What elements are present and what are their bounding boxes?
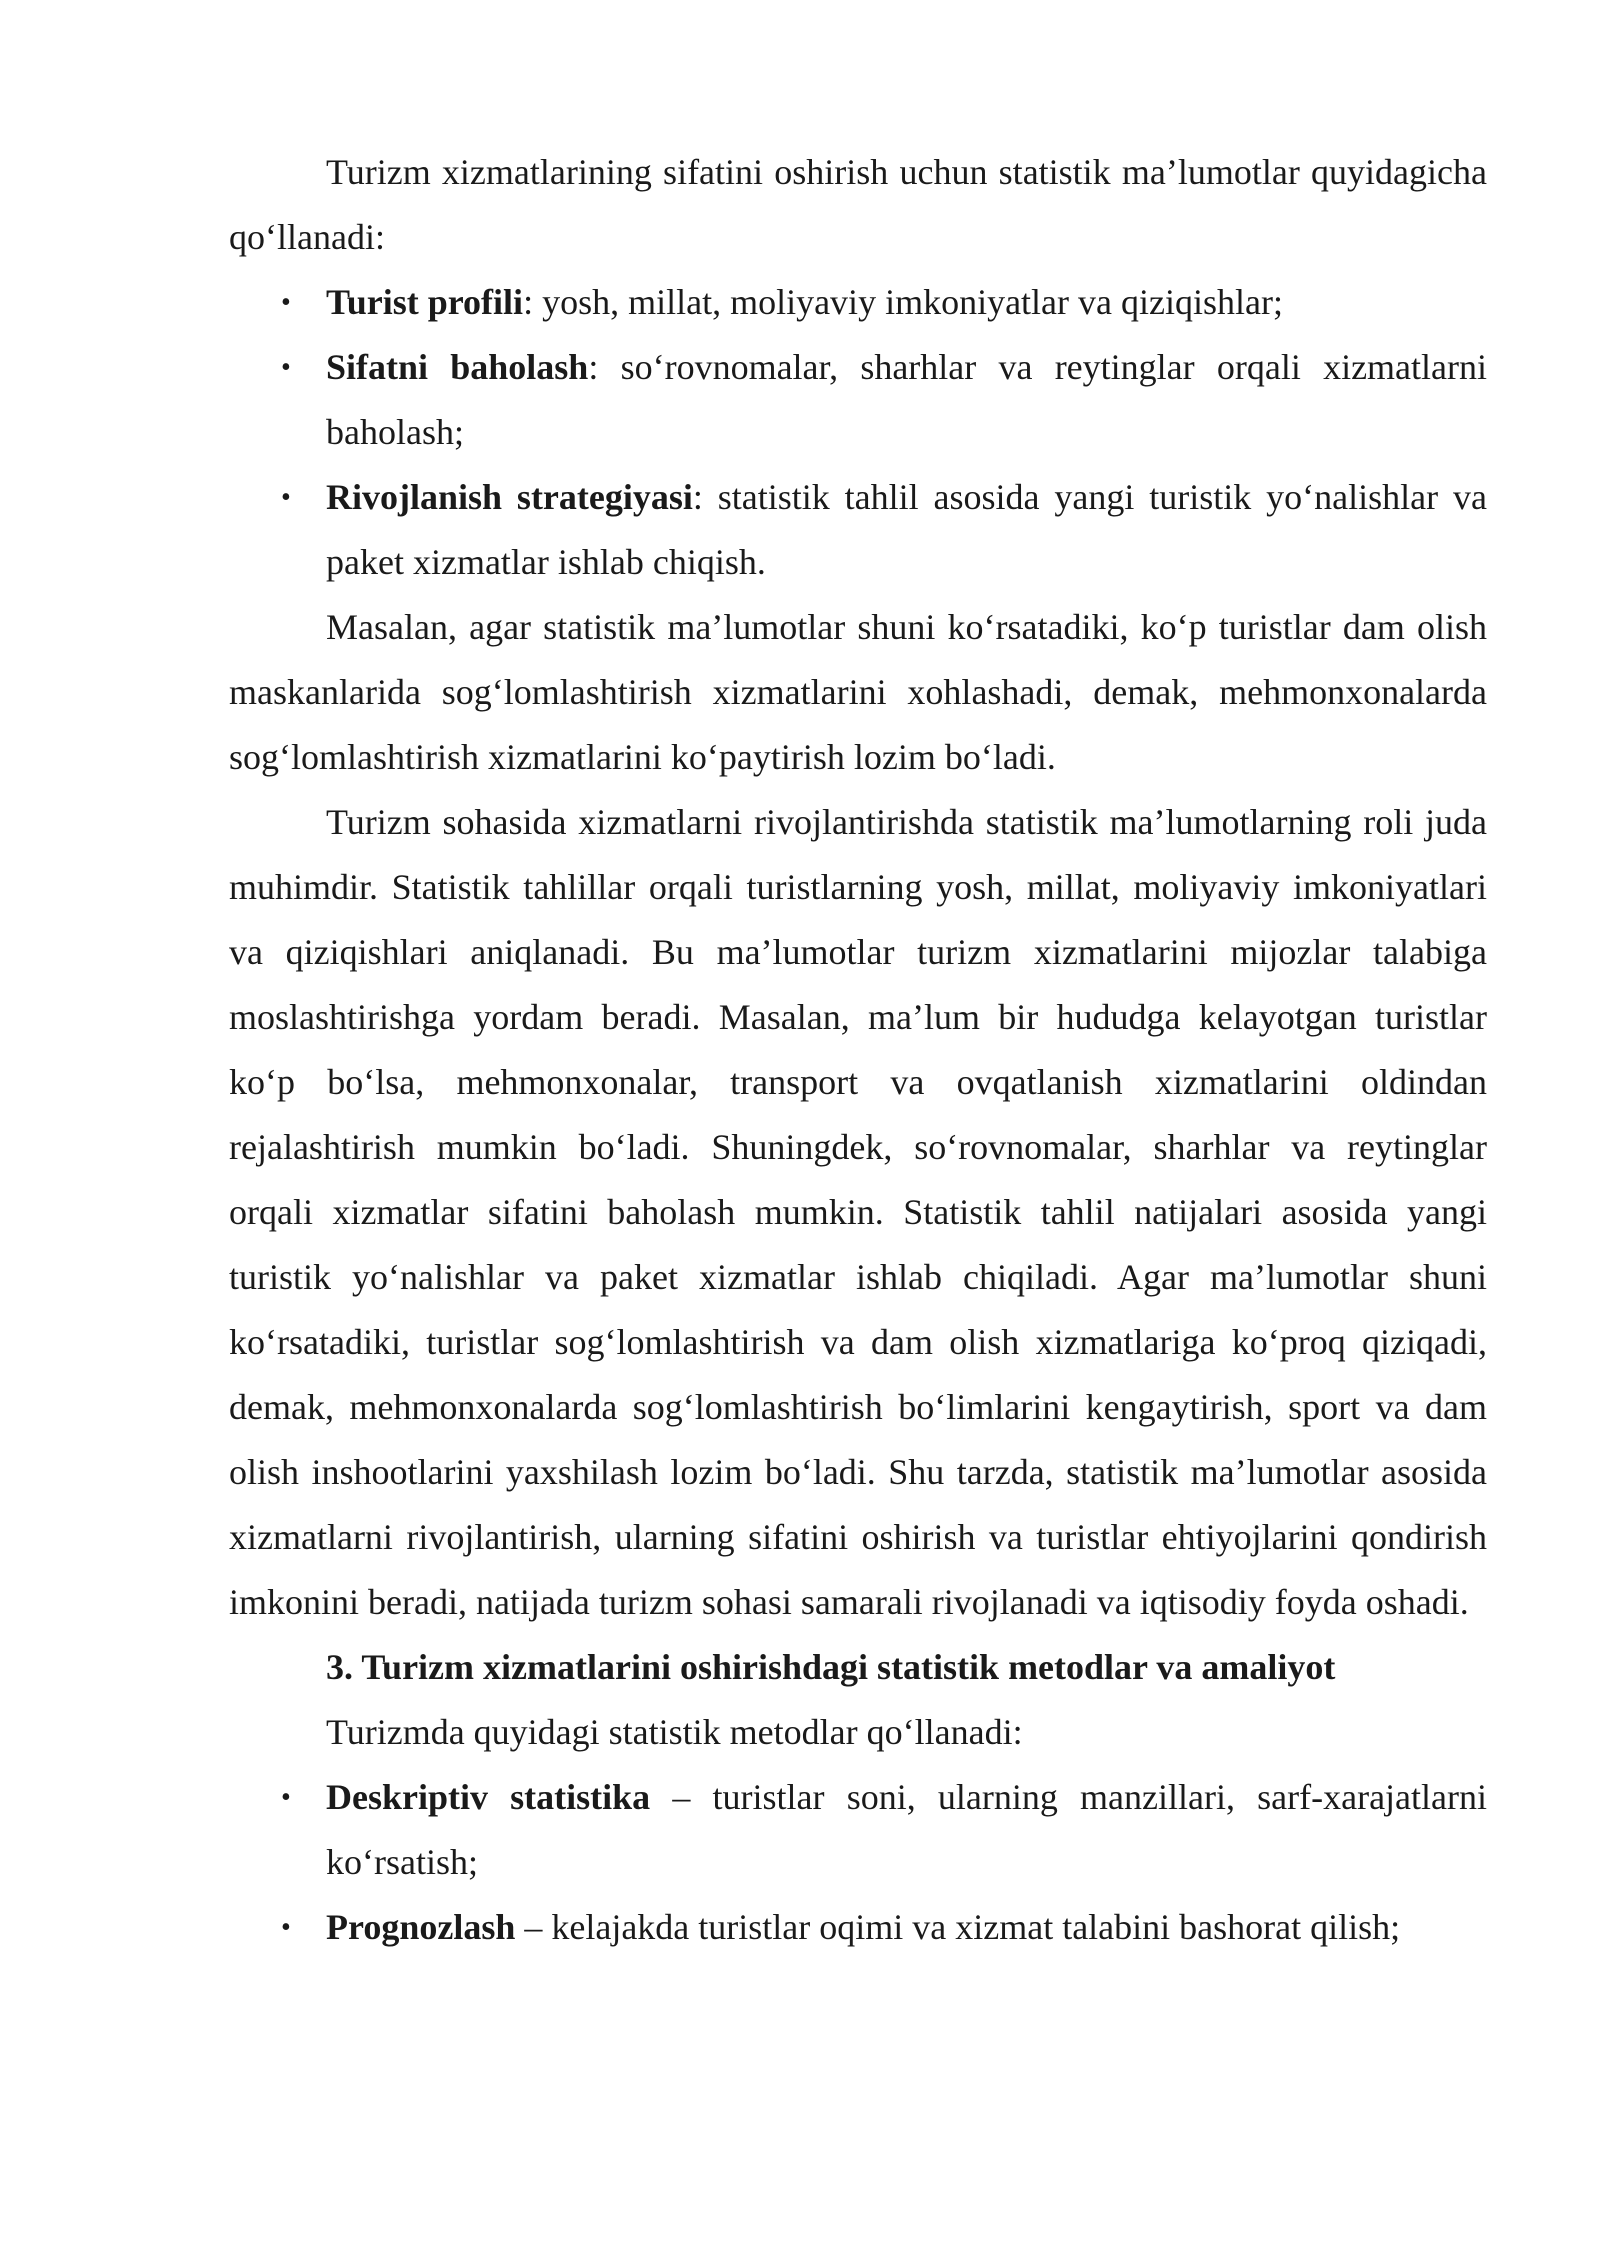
list-item-text: kelajakda turistlar oqimi va xizmat talabini bashorat qilish;	[542, 1907, 1401, 1947]
list-item	[229, 465, 1487, 595]
section-heading-text: 3. Turizm xizmatlarini oshirishdagi statistik metodlar va amaliyot	[326, 1647, 1336, 1687]
list-item-separator: :	[588, 347, 599, 387]
example-paragraph: Masalan, agar statistik ma’lumotlar shuni ko‘rsatadiki, ko‘p turistlar dam olish maskanlarida sog‘lomlashtirish xizmatlarini xohlashadi, demak, mehmonxonalarda sog‘lomlashtirish xizmatlarini ko‘paytirish lozim bo‘ladi.	[229, 607, 1487, 777]
bullet-icon: •	[281, 1782, 291, 1813]
list-item-term: Turist profili	[326, 282, 524, 322]
bullet-icon: •	[281, 482, 291, 513]
list-item-separator: :	[523, 282, 534, 322]
usage-list	[229, 270, 1487, 595]
list-item-text: yosh, millat, moliyaviy imkoniyatlar va qiziqishlar;	[533, 282, 1283, 322]
bullet-icon: •	[281, 287, 291, 318]
list-item	[229, 1765, 1487, 1895]
bullet-icon: •	[281, 1912, 291, 1943]
intro-paragraph: Turizm xizmatlarining sifatini oshirish uchun statistik ma’lumotlar quyidagicha qo‘llanadi:	[229, 152, 1487, 257]
list-item-text: statistik tahlil asosida yangi turistik yo‘nalishlar va paket xizmatlar ishlab chiqish.	[326, 477, 1487, 582]
list-item-term: Sifatni baholash	[326, 347, 589, 387]
list-item	[229, 1895, 1487, 1960]
section-heading	[229, 1635, 1487, 1700]
list-item-text: turistlar soni, ularning manzillari, sarf-xarajatlarni ko‘rsatish;	[326, 1777, 1487, 1882]
list-item-separator: :	[692, 477, 703, 517]
bullet-icon: •	[281, 352, 291, 383]
list-item	[229, 270, 1487, 335]
list-item-term: Rivojlanish strategiyasi	[326, 477, 693, 517]
list-item-term: Prognozlash	[326, 1907, 516, 1947]
section-intro: Turizmda quyidagi statistik metodlar qo‘llanadi:	[326, 1712, 1023, 1752]
list-item-text: so‘rovnomalar, sharhlar va reytinglar orqali xizmatlarni baholash;	[326, 347, 1488, 452]
document-body	[229, 140, 1487, 1960]
list-item	[229, 335, 1487, 465]
main-paragraph: Turizm sohasida xizmatlarni rivojlantirishda statistik ma’lumotlarning roli juda muhimdir. Statistik tahlillar orqali turistlarning yosh, millat, moliyaviy imkoniyatlari va qiziqishlari aniqlanadi. Bu ma’lumotlar turizm xizmatlarini mijozlar talabiga moslashtirishga yordam beradi. Masalan, ma’lum bir hududga kelayotgan turistlar ko‘p bo‘lsa, mehmonxonalar, transport va ovqatlanish xizmatlarini oldindan rejalashtirish mumkin bo‘ladi. Shuningdek, so‘rovnomalar, sharhlar va reytinglar orqali xizmatlar sifatini baholash mumkin. Statistik tahlil natijalari asosida yangi turistik yo‘nalishlar va paket xizmatlar ishlab chiqiladi. Agar ma’lumotlar shuni ko‘rsatadiki, turistlar sog‘lomlashtirish va dam olish xizmatlariga ko‘proq qiziqadi, demak, mehmonxonalarda sog‘lomlashtirish bo‘limlarini kengaytirish, sport va dam olish inshootlarini yaxshilash lozim bo‘ladi. Shu tarzda, statistik ma’lumotlar asosida xizmatlarni rivojlantirish, ularning sifatini oshirish va turistlar ehtiyojlarini qondirish imkonini beradi, natijada turizm sohasi samarali rivojlanadi va iqtisodiy foyda oshadi.	[229, 802, 1487, 1622]
list-item-term: Deskriptiv statistika	[326, 1777, 651, 1817]
list-item-separator: –	[515, 1907, 543, 1947]
methods-list	[229, 1765, 1487, 1960]
list-item-separator: –	[650, 1777, 691, 1817]
